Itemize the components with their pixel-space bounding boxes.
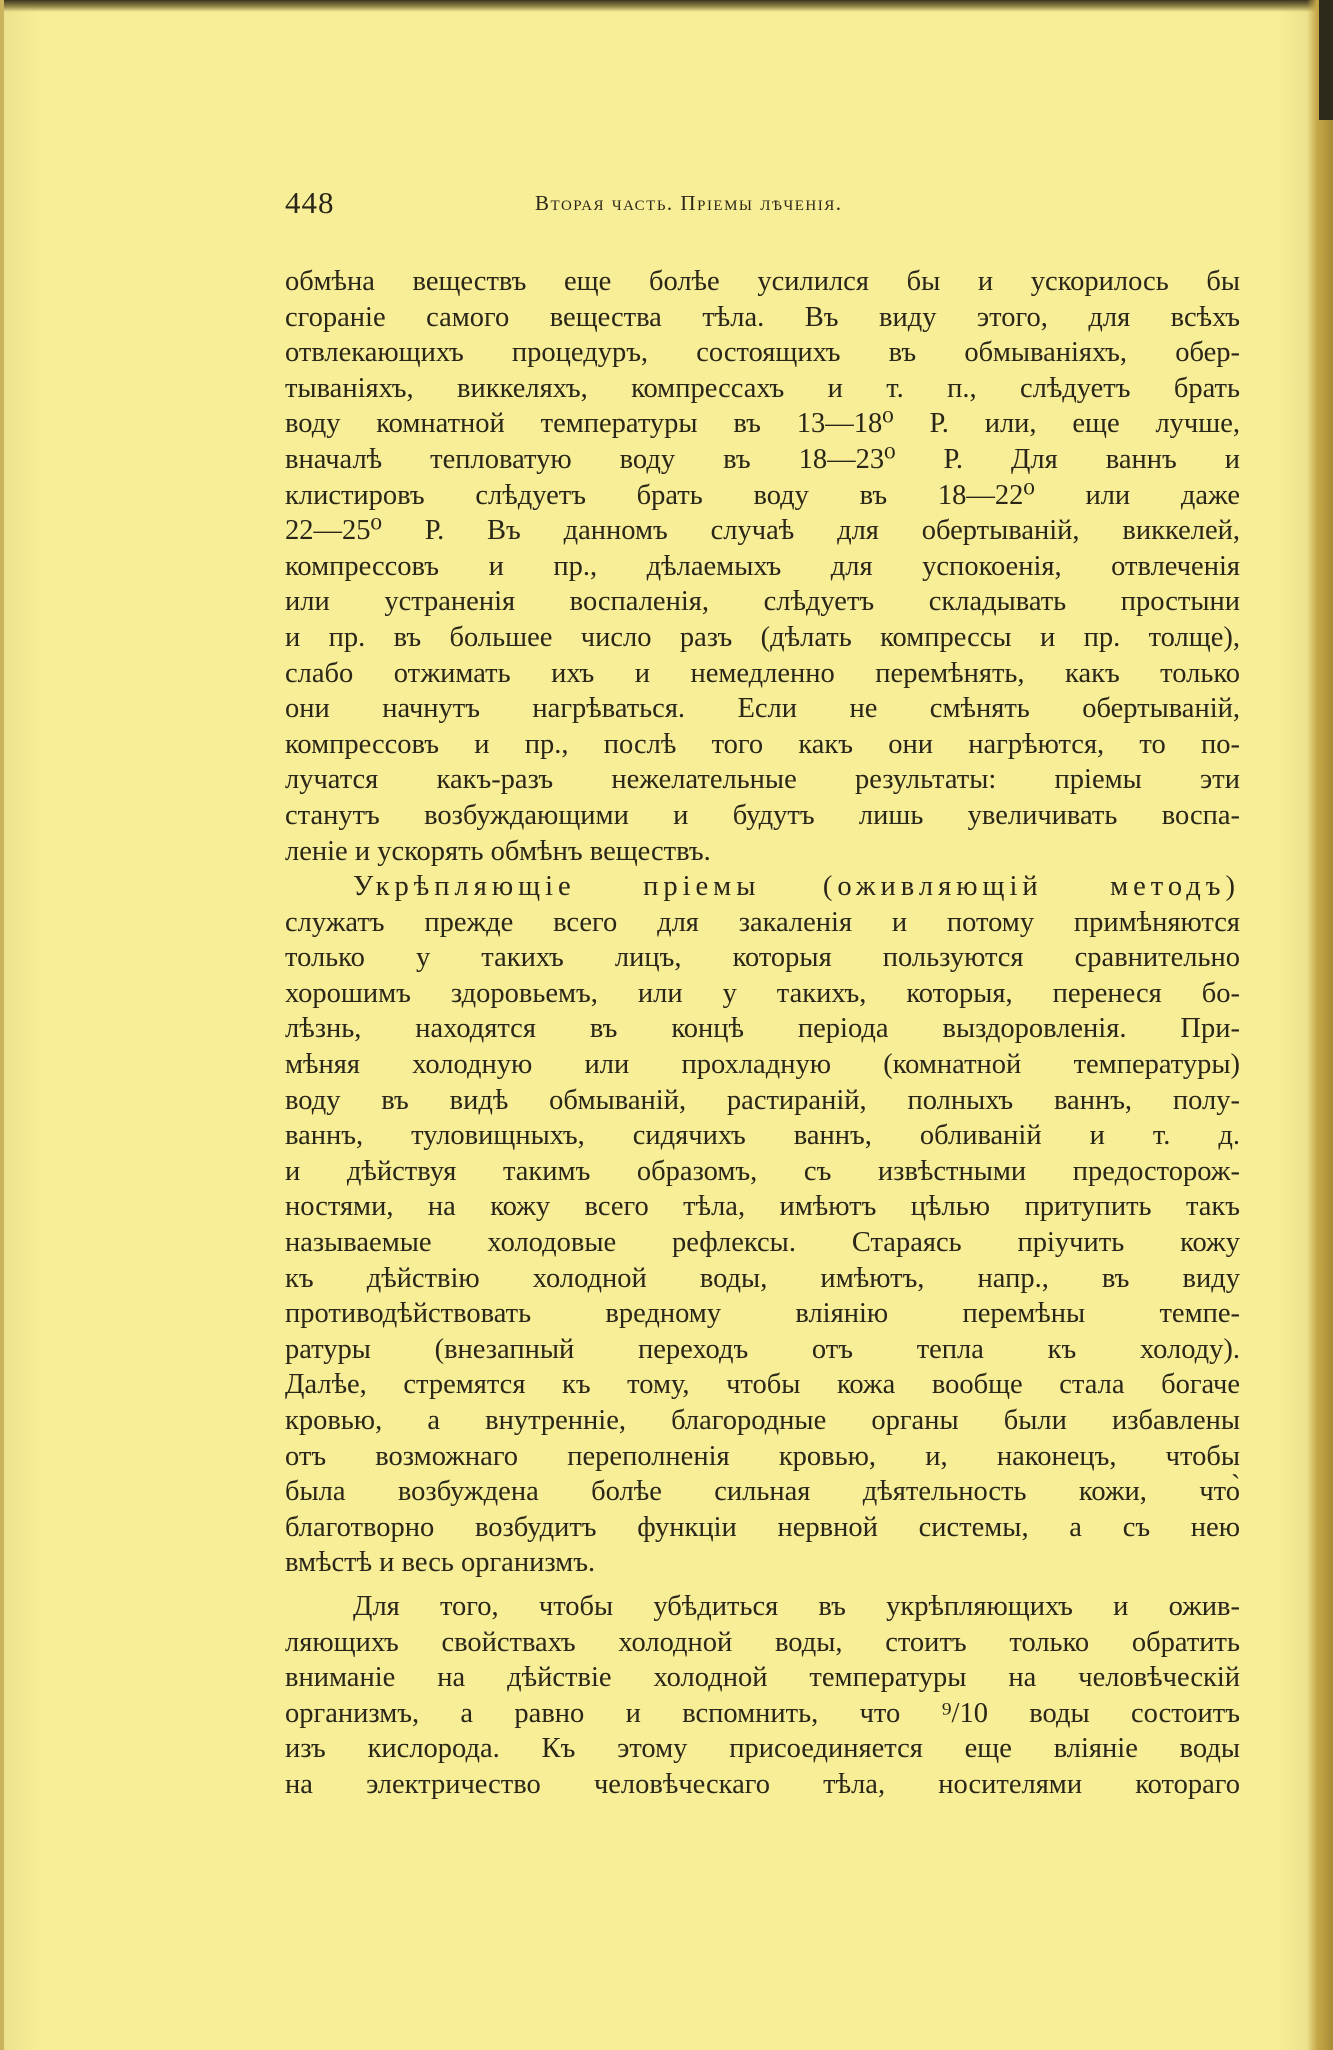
text-line: компрессовъ и пр., дѣлаемыхъ для успокоенія, отвлеченія: [285, 550, 1240, 582]
spaced-term: Укрѣпляющіе пріемы: [353, 871, 761, 903]
text-line: клистировъ слѣдуетъ брать воду въ 18—22⁰ или даже: [285, 479, 1240, 511]
text-line: называемые холодовые рефлексы. Стараясь пріучить кожу: [285, 1227, 1240, 1259]
text-line: ратуры (внезапный переходъ отъ тепла къ холоду).: [285, 1333, 1240, 1365]
text-line: обмѣна веществъ еще болѣе усилился бы и ускорилось бы: [285, 266, 1240, 297]
paragraph-1: [285, 264, 1240, 869]
text-line: сгораніе самого вещества тѣла. Въ виду этого, для всѣхъ: [285, 301, 1240, 333]
text-line: ваннъ, туловищныхъ, сидячихъ ваннъ, обливаній и т. д.: [285, 1120, 1240, 1152]
text-line: вначалѣ тепловатую воду въ 18—23⁰ Р. Для ваннъ и: [285, 443, 1240, 475]
text-line: или устраненія воспаленія, слѣдуетъ складывать простыни: [285, 586, 1240, 618]
page-right-edge: [1307, 0, 1333, 2050]
text-line: изъ кислорода. Къ этому присоединяется еще вліяніе воды: [285, 1733, 1240, 1765]
running-head: Вторая часть. Пріемы лѣченія.: [535, 191, 843, 215]
text-line: отвлекающихъ процедуръ, состоящихъ въ обмываніяхъ, обер-: [285, 337, 1240, 369]
text-line: воду въ видѣ обмываній, растираній, полныхъ ваннъ, полу-: [285, 1084, 1240, 1116]
text-line: вмѣстѣ и весь организмъ.: [285, 1547, 596, 1579]
body-text: [285, 264, 1240, 1803]
text-line: хорошимъ здоровьемъ, или у такихъ, которыя, перенеся бо-: [285, 977, 1240, 1009]
text-line: Далѣе, стремятся къ тому, чтобы кожа вообще стала богаче: [285, 1369, 1240, 1401]
text-line: служатъ прежде всего для закаленія и потому примѣняются: [285, 906, 1240, 938]
text-line: ляющихъ свойствахъ холодной воды, стоитъ только обратить: [285, 1626, 1240, 1658]
page-corner-shadow: [1319, 0, 1333, 120]
text-line: компрессовъ и пр., послѣ того какъ они нагрѣются, то по-: [285, 728, 1240, 760]
text-line: только у такихъ лицъ, которыя пользуются сравнительно: [285, 942, 1240, 974]
text-line: отъ возможнаго переполненія кровью, и, наконецъ, чтобы: [285, 1440, 1240, 1472]
paragraph-gap: [285, 1581, 1240, 1589]
text-line: они начнутъ нагрѣваться. Если не смѣнять обертываній,: [285, 693, 1240, 725]
text-line: на электричество человѣческаго тѣла, носителями котораго: [285, 1768, 1240, 1800]
text-line: ностями, на кожу всего тѣла, имѣютъ цѣлью притупить такъ: [285, 1191, 1240, 1223]
paragraph-3: [285, 1589, 1240, 1803]
text-line: лучатся какъ-разъ нежелательные результаты: пріемы эти: [285, 764, 1240, 796]
page-number: 448: [285, 185, 335, 220]
text-line: 22—25⁰ Р. Въ данномъ случаѣ для обертываній, виккелей,: [285, 515, 1240, 547]
text-line: благотворно возбудитъ функціи нервной системы, а съ нею: [285, 1511, 1240, 1543]
text-line: кровью, а внутренніе, благородные органы были избавлены: [285, 1405, 1240, 1436]
text-line: организмъ, а равно и вспомнить, что ⁹/10 воды состоитъ: [285, 1697, 1240, 1729]
paragraph-2: [285, 869, 1240, 1581]
text-line: станутъ возбуждающими и будутъ лишь увеличивать воспа-: [285, 799, 1240, 831]
text-line: тываніяхъ, виккеляхъ, компрессахъ и т. п., слѣдуетъ брать: [285, 372, 1240, 404]
text-line: была возбуждена болѣе сильная дѣятельность кожи, что̀: [285, 1476, 1240, 1508]
text-line: лѣзнь, находятся въ концѣ періода выздоровленія. При-: [285, 1013, 1240, 1045]
text-line: леніе и ускорять обмѣнъ веществъ.: [285, 835, 711, 867]
text-line: и пр. въ большее число разъ (дѣлать компрессы и пр. толще),: [285, 621, 1240, 653]
text-line: слабо отжимать ихъ и немедленно перемѣнять, какъ только: [285, 657, 1240, 689]
text-line: воду комнатной температуры въ 13—18⁰ Р. или, еще лучше,: [285, 408, 1240, 440]
text-line: къ дѣйствію холодной воды, имѣютъ, напр., въ виду: [285, 1262, 1240, 1294]
text-line: Для того, чтобы убѣдиться въ укрѣпляющихъ и ожив-: [353, 1590, 1240, 1622]
text-line: противодѣйствовать вредному вліянію перемѣны темпе-: [285, 1298, 1240, 1330]
text-line: мѣняя холодную или прохладную (комнатной температуры): [285, 1049, 1240, 1081]
page-top-shadow: [0, 0, 1333, 12]
page-header: [285, 185, 1245, 229]
paragraph-2-first-line: [285, 869, 1240, 905]
text-line: и дѣйствуя такимъ образомъ, съ извѣстными предосторож-: [285, 1155, 1240, 1187]
spaced-term-rest: (оживляющій методъ): [822, 871, 1241, 903]
text-line: вниманіе на дѣйствіе холодной температуры на человѣческій: [285, 1662, 1240, 1694]
page-left-edge: [0, 0, 4, 2050]
